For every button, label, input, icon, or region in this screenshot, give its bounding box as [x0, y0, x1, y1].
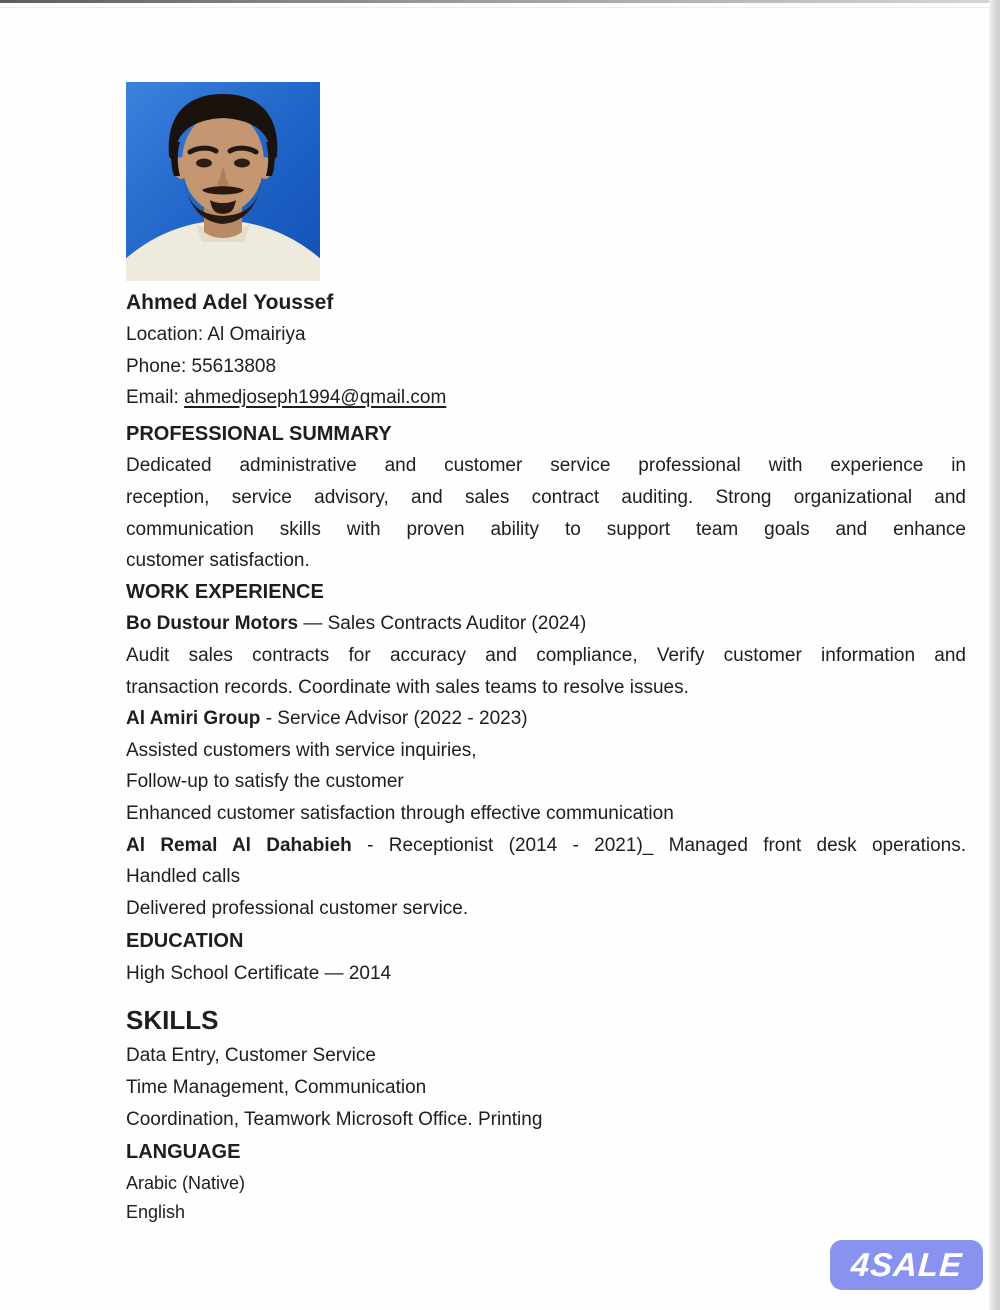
summary-line: communication skills with proven ability to support team goals and enhance: [126, 518, 966, 540]
job-role: - Service Advisor (2022 - 2023): [260, 708, 528, 730]
job-role: - Receptionist (2014 - 2021)_ Managed front desk operations.: [351, 834, 966, 856]
job-role: — Sales Contracts Auditor (2024): [298, 613, 587, 635]
summary-line: customer satisfaction.: [126, 550, 310, 572]
job-detail: Assisted customers with service inquiries,: [126, 739, 477, 761]
job-company: Bo Dustour Motors: [126, 613, 299, 635]
email-label: Email:: [126, 387, 185, 409]
location-line: Location: Al Omairiya: [126, 324, 306, 345]
phone-line: Phone: 55613808: [126, 355, 277, 377]
job-detail: Follow-up to satisfy the customer: [126, 771, 404, 793]
language-line: English: [126, 1201, 186, 1222]
profile-photo: [126, 82, 320, 281]
scan-line-faint: [0, 7, 1000, 8]
scan-edge-top: [0, 0, 1000, 3]
summary-line: Dedicated administrative and customer service professional with experience in: [126, 455, 966, 477]
language-line: Arabic (Native): [126, 1172, 246, 1193]
job-company: Al Remal Al Dahabieh: [126, 834, 352, 856]
scan-edge-right: [989, 0, 1000, 1310]
summary-line: reception, service advisory, and sales contract auditing. Strong organizational and: [126, 486, 966, 508]
job-title: [126, 608, 966, 640]
section-heading-education: EDUCATION: [126, 930, 244, 953]
section-heading-skills: SKILLS: [126, 1005, 219, 1036]
section-heading-language: LANGUAGE: [126, 1141, 241, 1164]
job-company: Al Amiri Group: [126, 708, 261, 730]
4sale-logo-text: 4SALE: [849, 1246, 964, 1283]
email-line: [126, 382, 966, 414]
skill-line: Time Management, Communication: [126, 1077, 427, 1099]
resume-content: [126, 82, 966, 1227]
job-detail: Audit sales contracts for accuracy and compliance, Verify customer information and: [126, 644, 966, 666]
job-detail: Enhanced customer satisfaction through effective communication: [126, 802, 674, 824]
job-title: [126, 703, 966, 735]
section-heading-work-experience: WORK EXPERIENCE: [126, 580, 324, 603]
section-heading-professional-summary: PROFESSIONAL SUMMARY: [126, 422, 392, 445]
job-detail: Delivered professional customer service.: [126, 897, 469, 919]
job-title: [126, 830, 966, 862]
skill-line: Coordination, Teamwork Microsoft Office. Printing: [126, 1108, 543, 1130]
candidate-name: Ahmed Adel Youssef: [126, 291, 334, 314]
email-link[interactable]: ahmedjoseph1994@qmail.com: [184, 387, 447, 409]
job-detail: transaction records. Coordinate with sales teams to resolve issues.: [126, 676, 689, 698]
education-line: High School Certificate — 2014: [126, 962, 392, 984]
job-detail: Handled calls: [126, 866, 241, 888]
4sale-logo-badge: [830, 1240, 983, 1290]
skill-line: Data Entry, Customer Service: [126, 1045, 376, 1067]
